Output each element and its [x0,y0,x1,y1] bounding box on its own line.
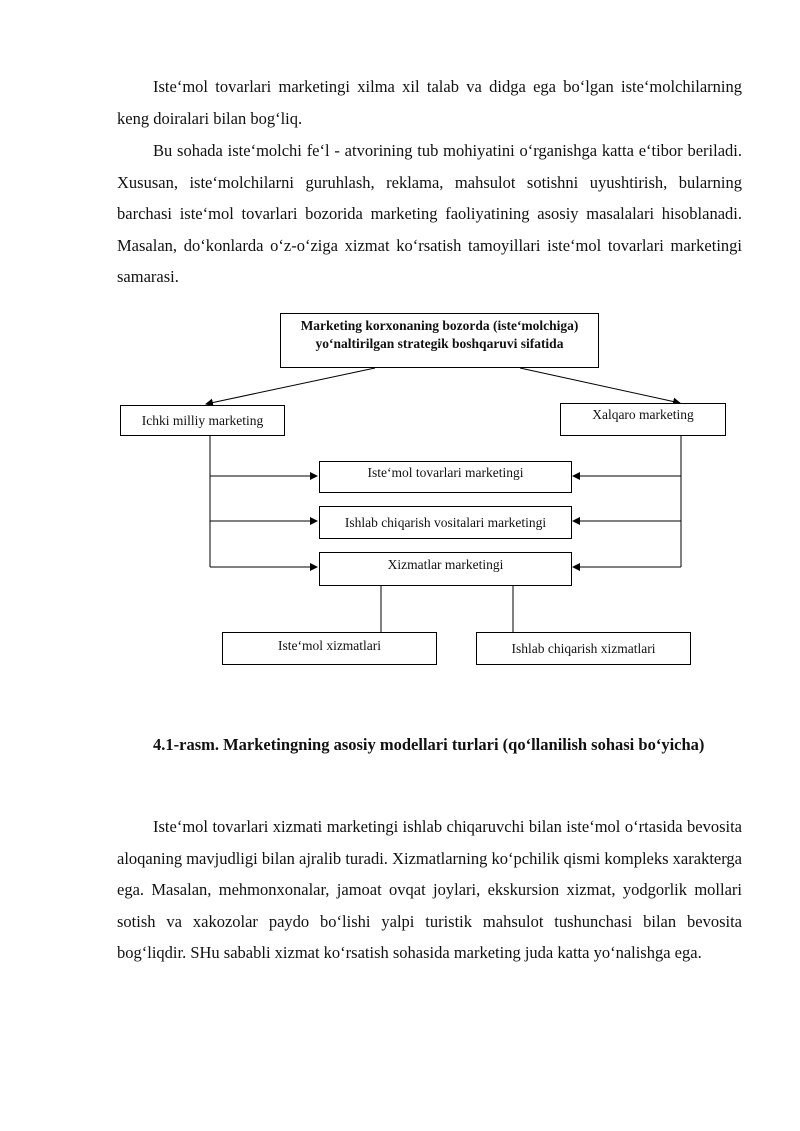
arrow-to-left [206,368,375,404]
top-box-line2: yo‘naltirilgan strategik boshqaruvi sifatida [315,336,564,351]
bottom-box-right: Ishlab chiqarish xizmatlari [476,632,691,665]
paragraph-2: Bu sohada iste‘molchi fe‘l - atvorining tub mohiyatini o‘rganishga katta e‘tibor beriladi. Xususan, iste‘molchilarni guruhlash, reklama, mahsulot sotishni uyushtirish, bularning barchasi iste‘mol tovarlari bozorida marketing faoliyatining asosiy masalalari hisoblanadi. Masalan, do‘konlarda o‘z-o‘ziga xizmat ko‘rsatish tamoyillari iste‘mol tovarlari marketingi samarasi. [117,141,742,287]
top-box [280,313,599,368]
middle-box-3: Xizmatlar marketingi [319,552,572,586]
bottom-box-left: Iste‘mol xizmatlari [222,632,437,665]
paragraph-3: Iste‘mol tovarlari xizmati marketingi ishlab chiqaruvchi bilan iste‘mol o‘rtasida bevosita aloqaning mavjudligi bilan ajralib turadi. Xizmatlarning ko‘pchilik qismi kompleks xarakterga ega. Masalan, mehmonxonalar, jamoat ovqat joylari, ekskursion xizmat, yodgorlik mollari sotish va xakozolar paydo bo‘lishi yalpi turistik mahsulot tushunchasi bilan bevosita bog‘liqdir. SHu sababli xizmat ko‘rsatish sohasida marketing juda katta yo‘nalishga ega. [117,817,742,963]
left-box: Ichki milliy marketing [120,405,285,436]
right-box: Xalqaro marketing [560,403,726,436]
paragraph-1: Iste‘mol tovarlari marketingi xilma xil talab va didga ega bo‘lgan iste‘molchilarning keng doiralari bilan bog‘liq. [117,77,742,128]
figure-caption: 4.1-rasm. Marketingning asosiy modellari turlari (qo‘llanilish sohasi bo‘yicha) [153,735,705,754]
middle-box-1: Iste‘mol tovarlari marketingi [319,461,572,493]
arrow-to-right [520,368,680,403]
middle-box-2: Ishlab chiqarish vositalari marketingi [319,506,572,539]
top-box-line1: Marketing korxonaning bozorda (iste‘molchiga) [300,318,579,333]
